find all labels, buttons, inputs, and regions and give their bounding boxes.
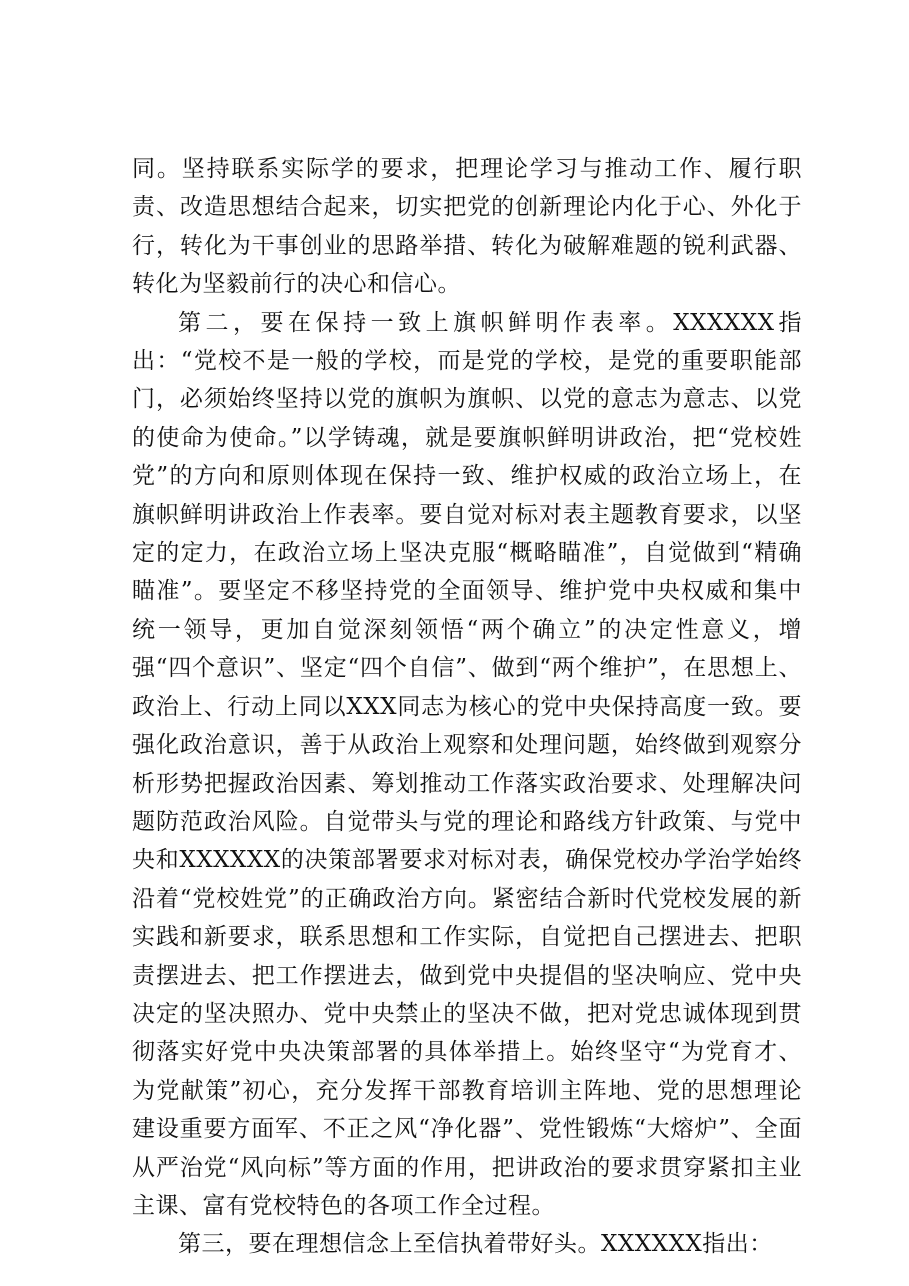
paragraph-second-point: 第二，要在保持一致上旗帜鲜明作表率。XXXXXX指出：“党校不是一般的学校，而是党的学校，是党的重要职能部门，必须始终坚持以党的旗帜为旗帜、以党的意志为意志、以党的使命为使命。”以学铸魂，就是要旗帜鲜明讲政治，把“党校姓党”的方向和原则体现在保持一致、维护权威的政治立场上，在旗帜鲜明讲政治上作表率。要自觉对标对表主题教育要求，以坚定的定力，在政治立场上坚决克服“概略瞄准”，自觉做到“精确瞄准”。要坚定不移坚持党的全面领导、维护党中央权威和集中统一领导，更加自觉深刻领悟“两个确立”的决定性意义，增强“四个意识”、坚定“四个自信”、做到“两个维护”，在思想上、政治上、行动上同以XXX同志为核心的党中央保持高度一致。要强化政治意识，善于从政治上观察和处理问题，始终做到观察分析形势把握政治因素、筹划推动工作落实政治要求、处理解决问题防范政治风险。自觉带头与党的理论和路线方针政策、与党中央和XXXXXX的决策部署要求对标对表，确保党校办学治学始终沿着“党校姓党”的正确政治方向。紧密结合新时代党校发展的新实践和新要求，联系思想和工作实际，自觉把自己摆进去、把职责摆进去、把工作摆进去，做到党中央提倡的坚决响应、党中央决定的坚决照办、党中央禁止的坚决不做，把对党忠诚体现到贯彻落实好党中央决策部署的具体举措上。始终坚守“为党育才、为党献策”初心，充分发挥干部教育培训主阵地、党的思想理论建设重要方面军、不正之风“净化器”、党性锻炼“大熔炉”、全面从严治党“风向标”等方面的作用，把讲政治的要求贯穿紧扣主业主课、富有党校特色的各项工作全过程。: [132, 309, 802, 1219]
paragraph-continuation: 同。坚持联系实际学的要求，把理论学习与推动工作、履行职责、改造思想结合起来，切实把党的创新理论内化于心、外化于行，转化为干事创业的思路举措、转化为破解难题的锐利武器、转化为坚毅前行的决心和信心。: [132, 156, 802, 298]
document-body: [132, 150, 802, 1264]
paragraph-third-point: 第三，要在理想信念上至信执着带好头。XXXXXX指出：: [178, 1231, 773, 1258]
